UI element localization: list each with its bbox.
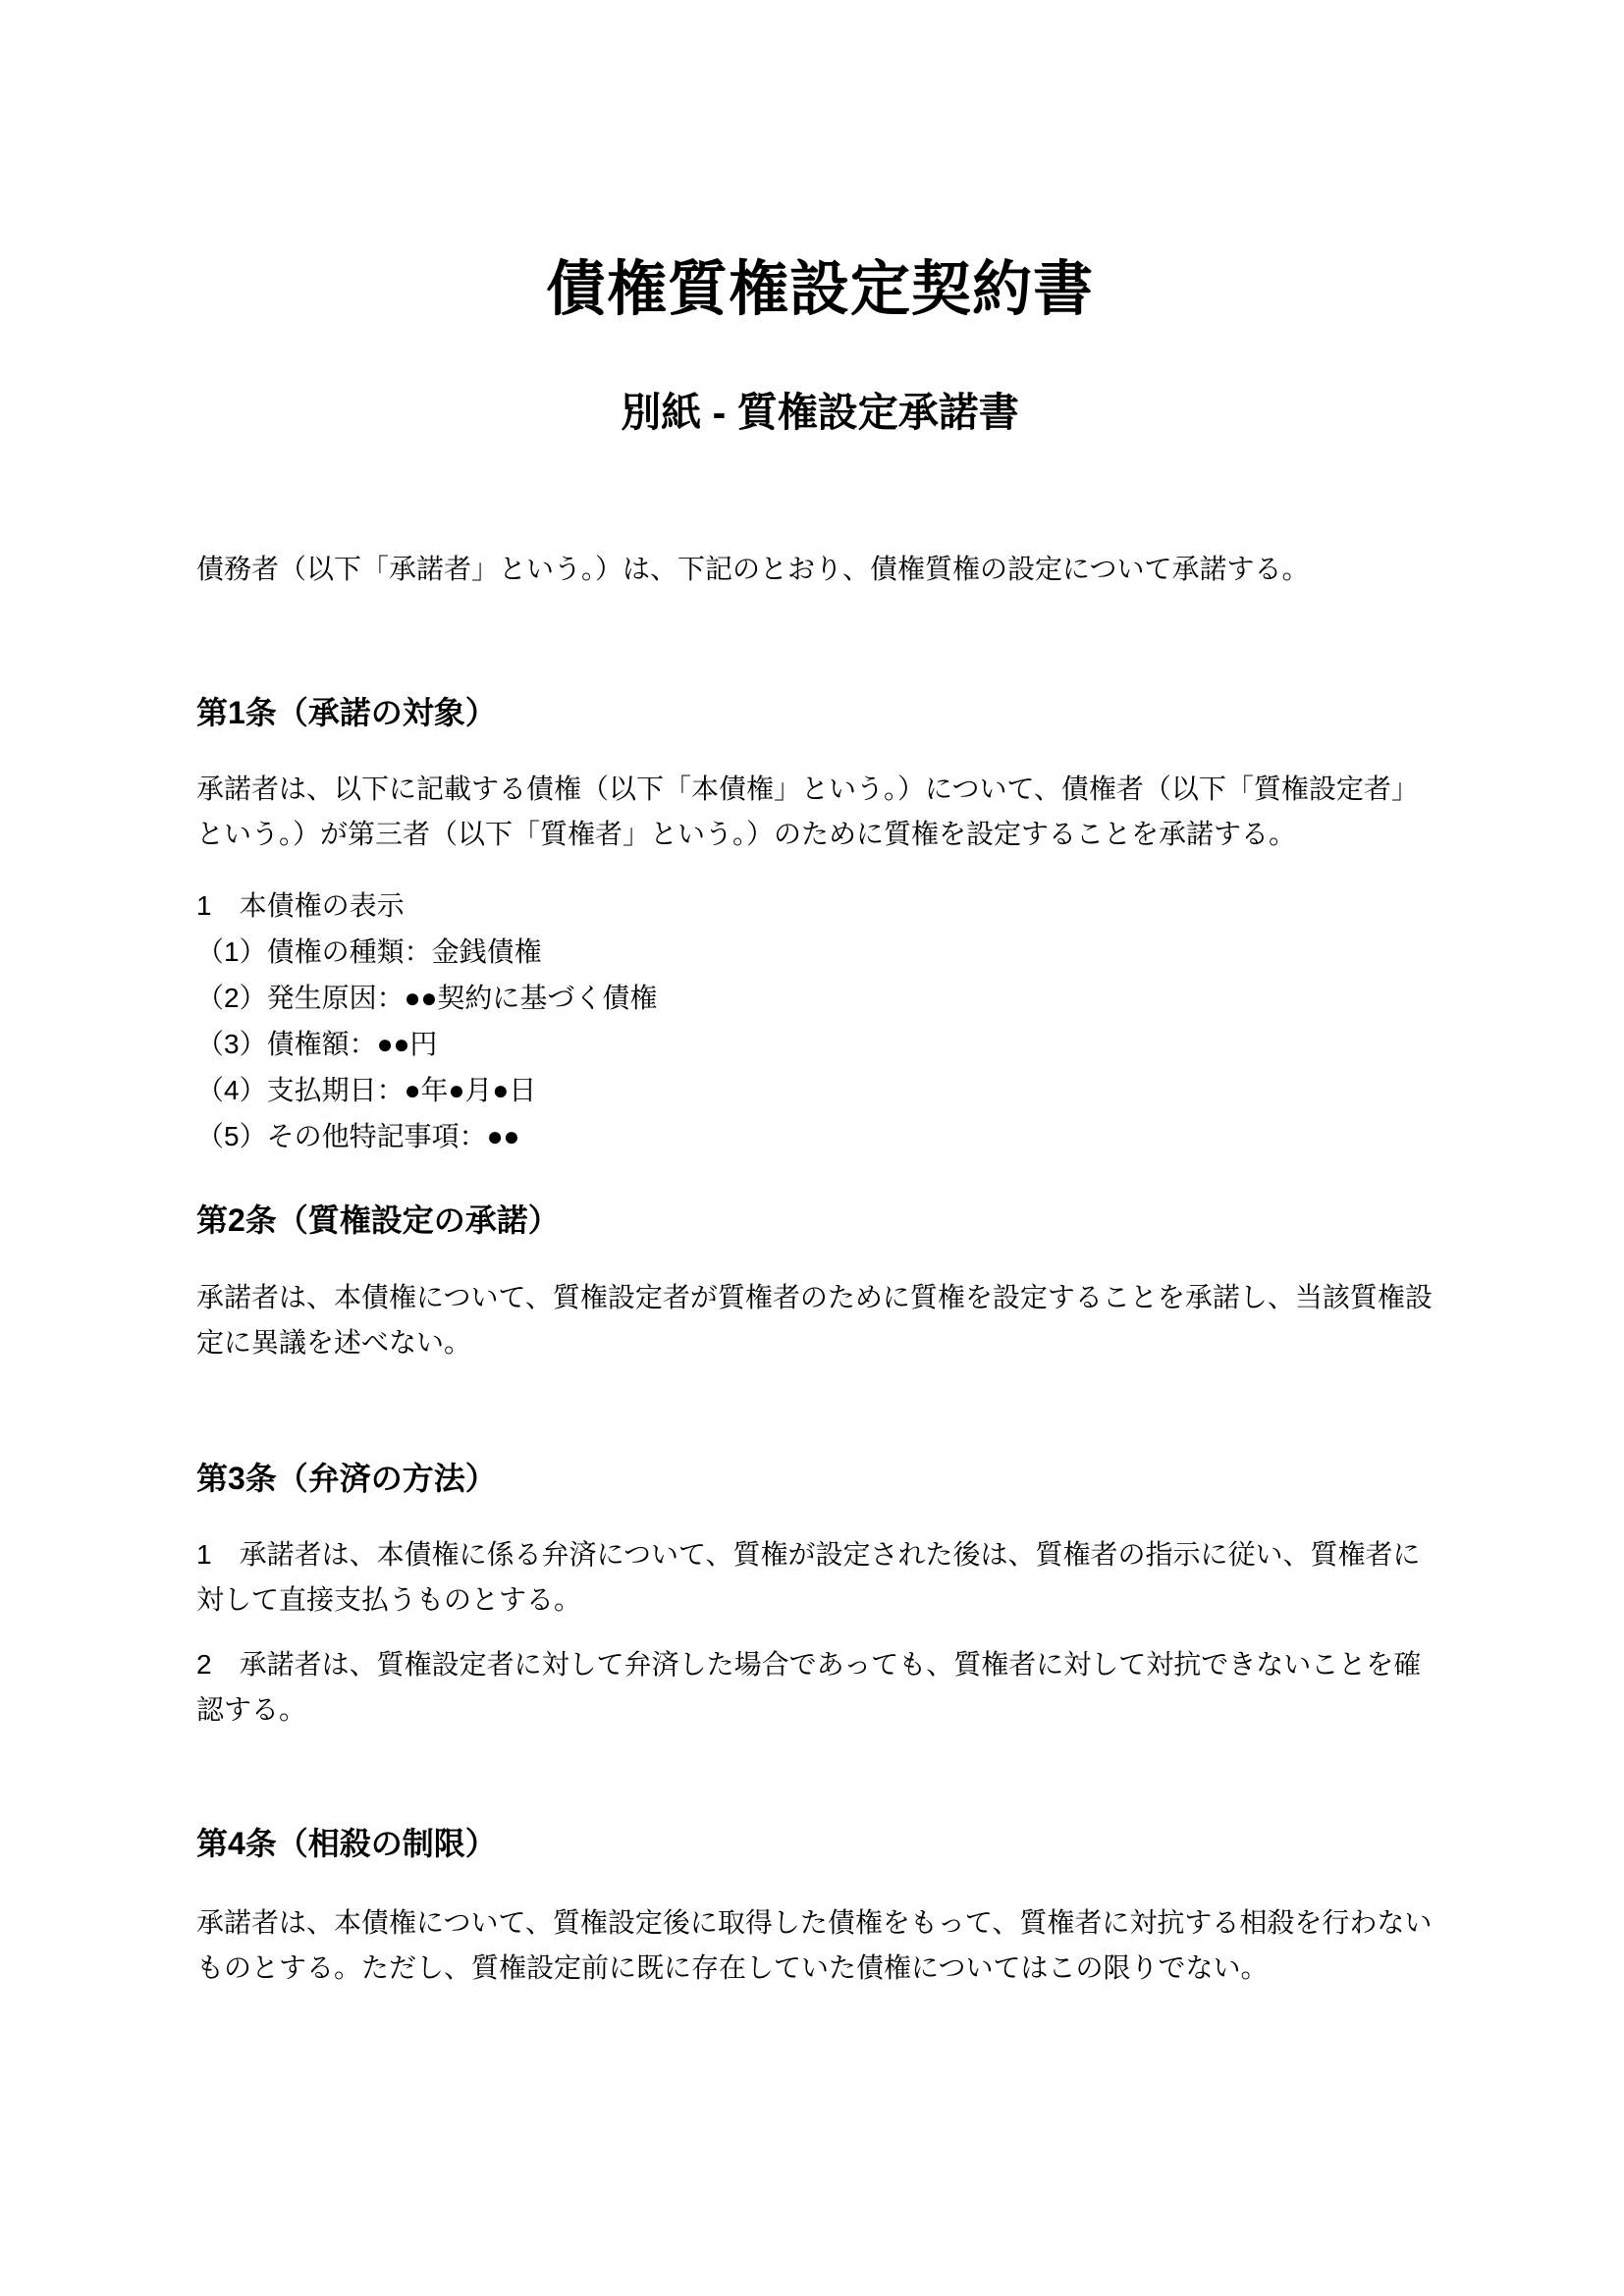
article-3-heading: 第3条（弁済の方法）	[196, 1461, 497, 1496]
section-article-1	[196, 692, 1443, 1159]
intro-paragraph: 債務者（以下「承諾者」という。）は、下記のとおり、債権質権の設定について承諾する。	[196, 554, 1310, 584]
article-2-heading: 第2条（質権設定の承諾）	[196, 1202, 560, 1238]
article-1-paragraph: 承諾者は、以下に記載する債権（以下「本債権」という。）について、債権者（以下「質権設定者」という。）が第三者（以下「質権者」という。）のために質権を設定することを承諾する。	[196, 774, 1419, 849]
document-title: 債権質権設定契約書	[545, 255, 1094, 322]
section-article-4	[196, 1823, 1443, 1991]
article-4-heading: 第4条（相殺の制限）	[196, 1826, 497, 1861]
list-item-claim-origin: （2）発生原因：●●契約に基づく債権	[196, 983, 658, 1013]
claim-details-list	[196, 882, 1443, 1159]
section-article-3	[196, 1458, 1443, 1733]
document-subtitle: 別紙 - 質権設定承諾書	[621, 390, 1019, 435]
list-item-claim-type: （1）債権の種類：金銭債権	[196, 936, 542, 967]
list-item-claim-indication: 1 本債権の表示	[196, 890, 405, 921]
list-item-claim-notes: （5）その他特記事項：●●	[196, 1121, 520, 1151]
list-item-claim-due-date: （4）支払期日：●年●月●日	[196, 1075, 537, 1105]
article-2-paragraph: 承諾者は、本債権について、質権設定者が質権者のために質権を設定することを承諾し、当該質権設定に異議を述べない。	[196, 1282, 1433, 1358]
article-3-paragraph-1: 1 承諾者は、本債権に係る弁済について、質権が設定された後は、質権者の指示に従い、質権者に対して直接支払うものとする。	[196, 1539, 1421, 1615]
article-3-paragraph-2: 2 承諾者は、質権設定者に対して弁済した場合であっても、質権者に対して対抗できないことを確認する。	[196, 1649, 1422, 1725]
list-item-claim-amount: （3）債権額：●●円	[196, 1029, 438, 1059]
document-content	[196, 0, 1443, 1991]
article-1-heading: 第1条（承諾の対象）	[196, 695, 497, 730]
section-article-2	[196, 1200, 1443, 1365]
article-4-paragraph: 承諾者は、本債権について、質権設定後に取得した債権をもって、質権者に対抗する相殺を行わないものとする。ただし、質権設定前に既に存在していた債権についてはこの限りでない。	[196, 1907, 1433, 1983]
